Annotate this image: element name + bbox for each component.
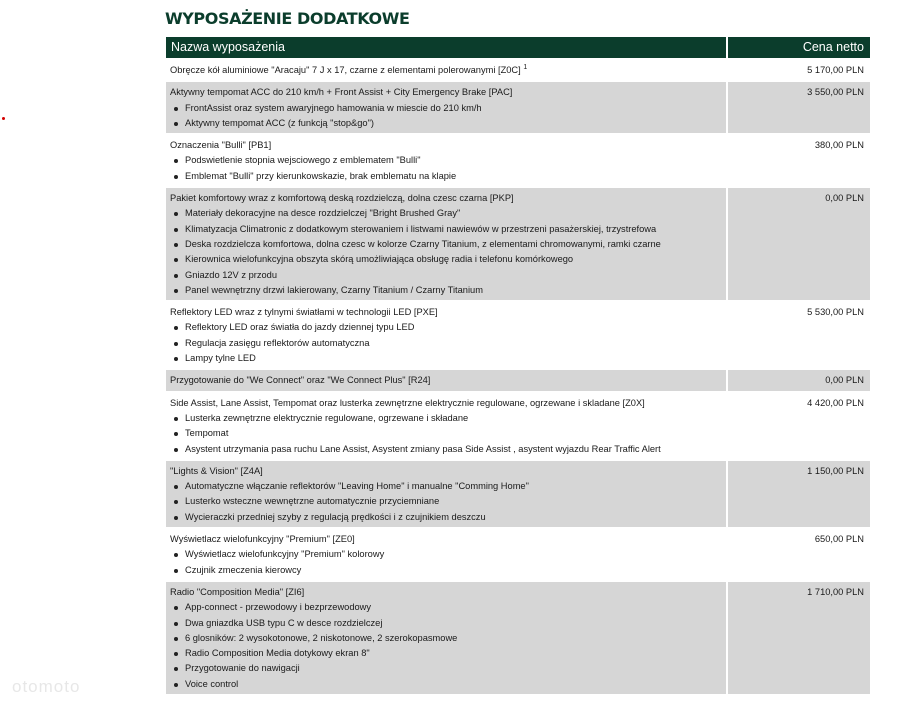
feature-bullet: Czujnik zmeczenia kierowcy xyxy=(170,563,722,578)
equipment-title-text: Obręcze kół aluminiowe "Aracaju" 7 J x 17, czarne z elementami polerowanymi [Z0C] xyxy=(170,65,521,75)
price-cell: 650,00 PLN xyxy=(814,534,864,545)
feature-bullet: Wyświetlacz wielofunkcyjny "Premium" kolorowy xyxy=(170,547,722,562)
feature-bullet: Voice control xyxy=(170,677,722,692)
footnote-marker: 1 xyxy=(523,63,528,71)
equipment-title xyxy=(170,85,722,100)
equipment-name-cell xyxy=(166,82,726,133)
watermark-text: otomoto xyxy=(12,677,81,696)
table-row xyxy=(166,188,870,300)
price-cell: 0,00 PLN xyxy=(728,188,870,300)
feature-bullet: Podswietlenie stopnia wejsciowego z emblematem "Bulli" xyxy=(170,153,722,168)
equipment-name-cell xyxy=(166,582,726,694)
equipment-name-cell xyxy=(166,188,726,300)
price-cell: 5 170,00 PLN xyxy=(807,65,864,75)
price-cell: 4 420,00 PLN xyxy=(807,397,864,408)
table-row xyxy=(166,529,870,580)
table-row xyxy=(166,582,870,694)
equipment-name-cell xyxy=(166,302,726,368)
feature-bullet: Emblemat "Bulli" przy kierunkowskazie, brak emblematu na klapie xyxy=(170,169,722,184)
price-cell: 1 710,00 PLN xyxy=(728,582,870,694)
table-header xyxy=(166,37,870,58)
equipment-title-text: Oznaczenia "Bulli" [PB1] xyxy=(170,140,272,151)
equipment-name-cell xyxy=(166,135,726,186)
feature-bullet: 6 glosników: 2 wysokotonowe, 2 niskotonowe, 2 szerokopasmowe xyxy=(170,631,722,646)
table-row xyxy=(166,302,870,368)
equipment-title xyxy=(170,138,722,153)
equipment-title-text: Aktywny tempomat ACC do 210 km/h + Front Assist + City Emergency Brake [PAC] xyxy=(170,87,513,98)
equipment-title xyxy=(170,396,722,411)
equipment-title-text: Side Assist, Lane Assist, Tempomat oraz lusterka zewnętrzne elektrycznie regulowane, ogrzewane i skladane [Z0X] xyxy=(170,397,645,408)
equipment-name-cell xyxy=(166,60,726,80)
price-cell: 380,00 PLN xyxy=(814,140,864,151)
equipment-title-text: Przygotowanie do "We Connect" oraz "We Connect Plus" [R24] xyxy=(170,375,431,386)
equipment-title xyxy=(170,191,722,206)
feature-bullet: Gniazdo 12V z przodu xyxy=(170,268,722,283)
equipment-title-text: Reflektory LED wraz z tylnymi światłami w technologii LED [PXE] xyxy=(170,307,438,318)
equipment-title-text: Pakiet komfortowy wraz z komfortową deską rozdzielczą, dolna czesc czarna [PKP] xyxy=(170,193,514,204)
equipment-name-cell xyxy=(166,529,726,580)
equipment-table xyxy=(166,37,870,696)
price-cell: 0,00 PLN xyxy=(728,370,870,390)
feature-bullet: Klimatyzacja Climatronic z dodatkowym sterowaniem i listwami nawiewów w przestrzeni pasażerskiej, trzystrefowa xyxy=(170,222,722,237)
equipment-title xyxy=(170,63,722,78)
table-row xyxy=(166,370,870,390)
table-row xyxy=(166,82,870,133)
table-body xyxy=(166,60,870,694)
red-dot-marker xyxy=(2,117,5,120)
price-cell: 1 150,00 PLN xyxy=(728,461,870,527)
feature-bullet: Reflektory LED oraz światła do jazdy dziennej typu LED xyxy=(170,320,722,335)
price-cell: 3 550,00 PLN xyxy=(728,82,870,133)
table-row xyxy=(166,135,870,186)
table-row xyxy=(166,393,870,459)
feature-bullet: Lusterko wsteczne wewnętrzne automatycznie przyciemniane xyxy=(170,494,722,509)
feature-bullet: Kierownica wielofunkcyjna obszyta skórą umożliwiająca obsługę radia i telefonu komórkowego xyxy=(170,252,722,267)
equipment-title xyxy=(170,373,722,388)
feature-bullet: Dwa gniazdka USB typu C w desce rozdzielczej xyxy=(170,616,722,631)
feature-bullet: Materiały dekoracyjne na desce rozdzielczej "Bright Brushed Gray" xyxy=(170,206,722,221)
feature-bullet: Lampy tylne LED xyxy=(170,351,722,366)
feature-bullet: Przygotowanie do nawigacji xyxy=(170,661,722,676)
feature-bullet: Panel wewnętrzny drzwi lakierowany, Czarny Titanium / Czarny Titanium xyxy=(170,283,722,298)
price-cell: 5 530,00 PLN xyxy=(807,307,864,318)
equipment-title-text: Wyświetlacz wielofunkcyjny "Premium" [ZE0] xyxy=(170,534,355,545)
header-name: Nazwa wyposażenia xyxy=(166,37,726,58)
equipment-name-cell xyxy=(166,393,726,459)
feature-bullet: Deska rozdzielcza komfortowa, dolna czesc w kolorze Czarny Titanium, z elementami chromowanymi, ramki czarne xyxy=(170,237,722,252)
feature-bullet: Radio Composition Media dotykowy ekran 8" xyxy=(170,646,722,661)
equipment-title-text: "Lights & Vision" [Z4A] xyxy=(170,465,263,476)
feature-bullet: Regulacja zasięgu reflektorów automatyczna xyxy=(170,336,722,351)
equipment-name-cell xyxy=(166,370,726,390)
feature-bullet: Lusterka zewnętrzne elektrycznie regulowane, ogrzewane i składane xyxy=(170,411,722,426)
feature-bullet: Automatyczne włączanie reflektorów "Leaving Home" i manualne "Comming Home" xyxy=(170,479,722,494)
table-row xyxy=(166,461,870,527)
table-row xyxy=(166,60,870,80)
header-price: Cena netto xyxy=(728,37,870,58)
feature-bullet: App-connect - przewodowy i bezprzewodowy xyxy=(170,600,722,615)
feature-bullet: Asystent utrzymania pasa ruchu Lane Assist, Asystent zmiany pasa Side Assist , asystent wyjazdu Rear Traffic Alert xyxy=(170,442,722,457)
equipment-title-text: Radio "Composition Media" [ZI6] xyxy=(170,586,305,597)
equipment-title xyxy=(170,305,722,320)
page-title: WYPOSAŻENIE DODATKOWE xyxy=(165,9,410,28)
equipment-title xyxy=(170,585,722,600)
feature-bullet: FrontAssist oraz system awaryjnego hamowania w miescie do 210 km/h xyxy=(170,101,722,116)
equipment-name-cell xyxy=(166,461,726,527)
equipment-title xyxy=(170,464,722,479)
equipment-title xyxy=(170,532,722,547)
feature-bullet: Wycieraczki przedniej szyby z regulacją prędkości i z czujnikiem deszczu xyxy=(170,510,722,525)
feature-bullet: Aktywny tempomat ACC (z funkcją "stop&go") xyxy=(170,116,722,131)
feature-bullet: Tempomat xyxy=(170,426,722,441)
